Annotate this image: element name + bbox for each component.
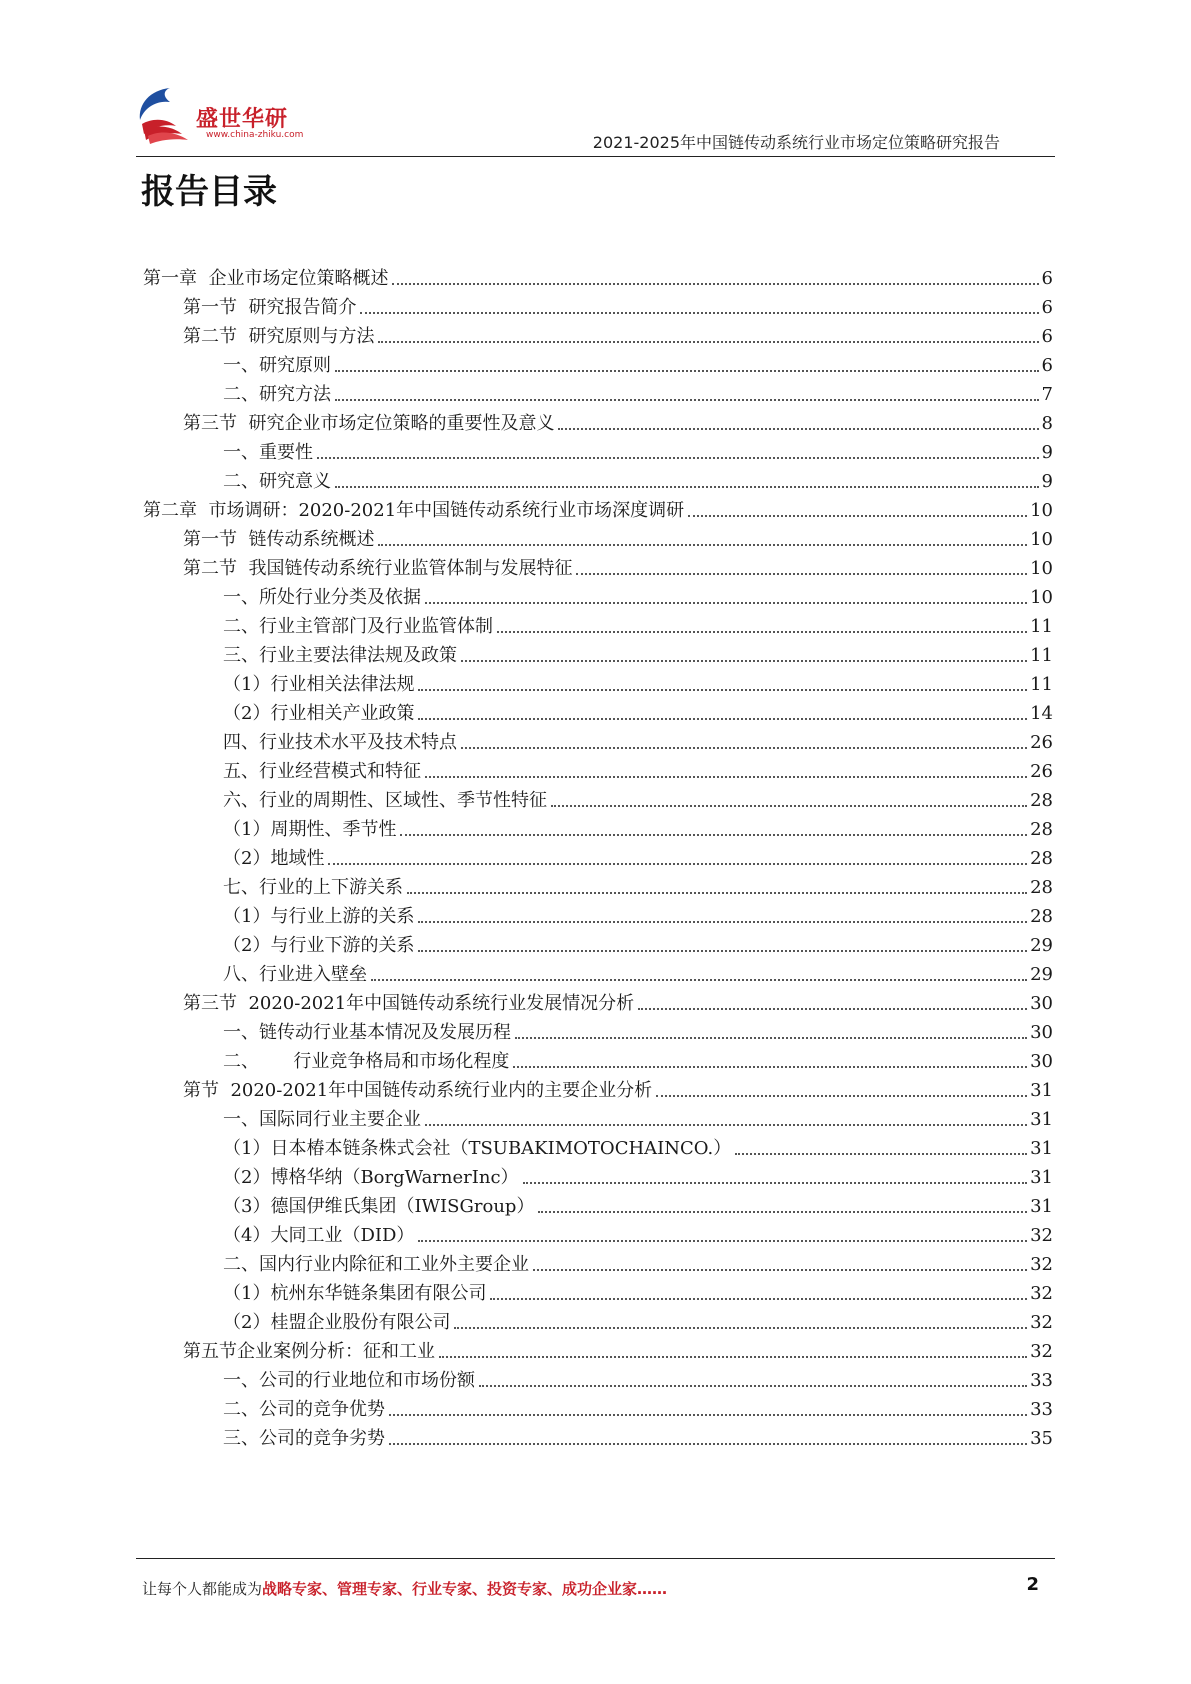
toc-entry[interactable] — [183, 521, 1053, 551]
toc-entry[interactable] — [223, 956, 1053, 986]
toc-entry-title: 一、所处行业分类及依据 — [223, 587, 421, 608]
toc-entry-page: 31 — [1030, 1138, 1053, 1159]
report-title: 2021-2025年中国链传动系统行业市场定位策略研究报告 — [592, 133, 1000, 152]
toc-entry-page: 11 — [1030, 645, 1053, 666]
toc-entry[interactable] — [223, 1246, 1053, 1276]
toc-entry-page: 32 — [1030, 1254, 1053, 1275]
toc-entry-title: 第三节 研究企业市场定位策略的重要性及意义 — [183, 413, 555, 434]
footer-slogan-highlight: 战略专家、管理专家、行业专家、投资专家、成功企业家…… — [262, 1580, 668, 1598]
toc-entry-page: 32 — [1030, 1283, 1053, 1304]
toc-entry-page: 30 — [1030, 1051, 1053, 1072]
toc-entry[interactable] — [143, 260, 1053, 290]
toc-leader-dots — [418, 921, 1027, 923]
toc-leader-dots — [335, 370, 1039, 372]
toc-entry-page: 30 — [1030, 1022, 1053, 1043]
toc-entry-page: 9 — [1041, 442, 1053, 463]
toc-leader-dots — [378, 341, 1038, 343]
toc-entry[interactable] — [223, 1362, 1053, 1392]
toc-entry-title: 第节 2020-2021年中国链传动系统行业内的主要企业分析 — [183, 1080, 653, 1101]
toc-entry-page: 29 — [1030, 935, 1053, 956]
toc-leader-dots — [638, 1008, 1027, 1010]
toc-leader-dots — [418, 1240, 1027, 1242]
toc-entry-title: 二、公司的竞争优势 — [223, 1399, 385, 1420]
toc-entry-title: 一、国际同行业主要企业 — [223, 1109, 421, 1130]
toc-entry[interactable] — [183, 318, 1053, 348]
toc-entry[interactable] — [223, 695, 1053, 725]
toc-leader-dots — [533, 1269, 1027, 1271]
toc-entry[interactable] — [223, 347, 1053, 377]
toc-entry[interactable] — [223, 1391, 1053, 1421]
toc-entry-title: （2）与行业下游的关系 — [223, 935, 415, 956]
toc-entry-title: 第三节 2020-2021年中国链传动系统行业发展情况分析 — [183, 993, 635, 1014]
logo-emblem-icon — [136, 84, 200, 146]
toc-entry-page: 11 — [1030, 616, 1053, 637]
toc-leader-dots — [378, 544, 1027, 546]
toc-entry-page: 6 — [1041, 326, 1053, 347]
toc-entry[interactable] — [223, 1130, 1053, 1160]
toc-entry-title: 二、国内行业内除征和工业外主要企业 — [223, 1254, 529, 1275]
toc-entry[interactable] — [223, 1159, 1053, 1189]
toc-entry[interactable] — [223, 927, 1053, 957]
toc-leader-dots — [418, 689, 1027, 691]
toc-leader-dots — [317, 457, 1039, 459]
toc-entry-title: 第二章 市场调研：2020-2021年中国链传动系统行业市场深度调研 — [143, 500, 685, 521]
toc-entry[interactable] — [223, 637, 1053, 667]
toc-leader-dots — [425, 602, 1027, 604]
toc-leader-dots — [538, 1211, 1027, 1213]
toc-entry-page: 6 — [1041, 268, 1053, 289]
toc-entry-page: 11 — [1030, 674, 1053, 695]
toc-entry[interactable] — [223, 1217, 1053, 1247]
toc-entry[interactable] — [223, 579, 1053, 609]
page-number: 2 — [1026, 1574, 1039, 1595]
toc-entry-title: 二、行业主管部门及行业监管体制 — [223, 616, 493, 637]
page-title: 报告目录 — [141, 172, 277, 212]
toc-entry-page: 28 — [1030, 906, 1053, 927]
toc-leader-dots — [425, 776, 1027, 778]
toc-entry-page: 6 — [1041, 355, 1053, 376]
toc-entry-page: 10 — [1030, 558, 1053, 579]
toc-entry-title: 第一节 研究报告简介 — [183, 297, 357, 318]
toc-entry-title: （1）周期性、季节性 — [223, 819, 397, 840]
toc-leader-dots — [418, 718, 1027, 720]
toc-entry[interactable] — [183, 289, 1053, 319]
toc-entry-page: 35 — [1030, 1428, 1053, 1449]
toc-entry[interactable] — [223, 666, 1053, 696]
toc-entry[interactable] — [223, 463, 1053, 493]
toc-leader-dots — [389, 1414, 1027, 1416]
toc-entry-page: 33 — [1030, 1370, 1053, 1391]
toc-entry-title: （1）日本椿本链条株式会社（TSUBAKIMOTOCHAINCO.） — [223, 1138, 732, 1159]
footer-slogan — [142, 1578, 667, 1599]
toc-entry-page: 31 — [1030, 1167, 1053, 1188]
toc-leader-dots — [461, 747, 1027, 749]
toc-entry-title: （1）行业相关法律法规 — [223, 674, 415, 695]
toc-entry-title: （3）德国伊维氏集团（IWISGroup） — [223, 1196, 535, 1217]
toc-entry[interactable] — [183, 405, 1053, 435]
toc-entry[interactable] — [223, 782, 1053, 812]
toc-entry-title: （1）杭州东华链条集团有限公司 — [223, 1283, 487, 1304]
toc-entry-title: 六、行业的周期性、区域性、季节性特征 — [223, 790, 547, 811]
toc-entry-page: 7 — [1041, 384, 1053, 405]
toc-leader-dots — [576, 573, 1027, 575]
toc-entry-title: 第五节企业案例分析：征和工业 — [183, 1341, 435, 1362]
company-logo — [136, 84, 311, 146]
toc-entry-page: 33 — [1030, 1399, 1053, 1420]
toc-entry-title: 一、公司的行业地位和市场份额 — [223, 1370, 475, 1391]
toc-leader-dots — [371, 979, 1027, 981]
toc-leader-dots — [439, 1356, 1027, 1358]
toc-entry-page: 31 — [1030, 1109, 1053, 1130]
toc-leader-dots — [335, 486, 1039, 488]
toc-entry[interactable] — [223, 1101, 1053, 1131]
toc-entry-page: 8 — [1041, 413, 1053, 434]
footer-divider — [136, 1558, 1055, 1559]
toc-entry[interactable] — [223, 434, 1053, 464]
toc-entry-title: （2）博格华纳（BorgWarnerInc） — [223, 1167, 519, 1188]
toc-entry-title: 二、研究意义 — [223, 471, 331, 492]
toc-entry-page: 29 — [1030, 964, 1053, 985]
toc-entry-page: 28 — [1030, 790, 1053, 811]
toc-entry[interactable] — [223, 376, 1053, 406]
toc-entry[interactable] — [223, 898, 1053, 928]
toc-leader-dots — [461, 660, 1027, 662]
toc-entry[interactable] — [223, 811, 1053, 841]
toc-entry-title: 第一章 企业市场定位策略概述 — [143, 268, 389, 289]
toc-entry-title: 二、 行业竞争格局和市场化程度 — [223, 1051, 510, 1072]
toc-leader-dots — [515, 1037, 1027, 1039]
footer-slogan-prefix: 让每个人都能成为 — [142, 1580, 263, 1598]
toc-entry[interactable] — [183, 550, 1053, 580]
toc-entry[interactable] — [143, 492, 1053, 522]
toc-entry[interactable] — [223, 869, 1053, 899]
toc-entry-title: 三、行业主要法律法规及政策 — [223, 645, 457, 666]
toc-entry-title: 一、研究原则 — [223, 355, 331, 376]
toc-entry-page: 10 — [1030, 529, 1053, 550]
toc-entry[interactable] — [223, 608, 1053, 638]
toc-leader-dots — [656, 1095, 1027, 1097]
toc-entry-page: 32 — [1030, 1312, 1053, 1333]
toc-entry-title: 第二节 研究原则与方法 — [183, 326, 375, 347]
toc-leader-dots — [418, 950, 1027, 952]
toc-entry-title: 五、行业经营模式和特征 — [223, 761, 421, 782]
toc-entry-page: 14 — [1030, 703, 1053, 724]
toc-entry-title: 第一节 链传动系统概述 — [183, 529, 375, 550]
toc-entry[interactable] — [223, 724, 1053, 754]
toc-entry-title: 一、链传动行业基本情况及发展历程 — [223, 1022, 511, 1043]
toc-entry-page: 32 — [1030, 1225, 1053, 1246]
toc-entry[interactable] — [223, 1014, 1053, 1044]
toc-entry-title: 八、行业进入壁垒 — [223, 964, 367, 985]
toc-leader-dots — [454, 1327, 1027, 1329]
toc-leader-dots — [392, 283, 1038, 285]
toc-entry-title: 三、公司的竞争劣势 — [223, 1428, 385, 1449]
toc-entry-title: （1）与行业上游的关系 — [223, 906, 415, 927]
toc-entry-title: （2）地域性 — [223, 848, 325, 869]
toc-entry[interactable] — [223, 1304, 1053, 1334]
toc-entry[interactable] — [223, 1275, 1053, 1305]
toc-entry[interactable] — [183, 1072, 1053, 1102]
toc-entry-page: 28 — [1030, 848, 1053, 869]
toc-entry-page: 31 — [1030, 1196, 1053, 1217]
toc-entry[interactable] — [223, 1043, 1053, 1073]
toc-leader-dots — [523, 1182, 1028, 1184]
toc-leader-dots — [497, 631, 1027, 633]
toc-entry-title: （2）行业相关产业政策 — [223, 703, 415, 724]
toc-entry[interactable] — [223, 840, 1053, 870]
toc-entry-title: 四、行业技术水平及技术特点 — [223, 732, 457, 753]
toc-entry[interactable] — [223, 1420, 1053, 1450]
toc-leader-dots — [425, 1124, 1027, 1126]
toc-leader-dots — [479, 1385, 1027, 1387]
toc-leader-dots — [558, 428, 1038, 430]
toc-entry-page: 28 — [1030, 877, 1053, 898]
toc-entry-page: 31 — [1030, 1080, 1053, 1101]
toc-entry-page: 26 — [1030, 761, 1053, 782]
toc-entry-page: 30 — [1030, 993, 1053, 1014]
header-divider — [136, 156, 1055, 157]
toc-entry[interactable] — [223, 753, 1053, 783]
toc-entry[interactable] — [183, 1333, 1053, 1363]
toc-entry-title: 一、重要性 — [223, 442, 313, 463]
toc-leader-dots — [335, 399, 1039, 401]
toc-entry-title: 七、行业的上下游关系 — [223, 877, 403, 898]
toc-entry-page: 26 — [1030, 732, 1053, 753]
toc-entry-title: 二、研究方法 — [223, 384, 331, 405]
toc-entry-title: （2）桂盟企业股份有限公司 — [223, 1312, 451, 1333]
toc-leader-dots — [360, 312, 1038, 314]
toc-leader-dots — [490, 1298, 1027, 1300]
toc-entry[interactable] — [183, 985, 1053, 1015]
toc-leader-dots — [551, 805, 1027, 807]
toc-entry-title: （4）大同工业（DID） — [223, 1225, 415, 1246]
toc-leader-dots — [389, 1443, 1027, 1445]
toc-leader-dots — [328, 863, 1027, 865]
toc-entry-page: 6 — [1041, 297, 1053, 318]
toc-entry-page: 28 — [1030, 819, 1053, 840]
toc-entry-page: 32 — [1030, 1341, 1053, 1362]
toc-entry-page: 10 — [1030, 587, 1053, 608]
logo-name: 盛世华研 — [196, 107, 289, 132]
toc-leader-dots — [735, 1153, 1027, 1155]
toc-entry-page: 9 — [1041, 471, 1053, 492]
toc-entry[interactable] — [223, 1188, 1053, 1218]
toc-leader-dots — [513, 1066, 1027, 1068]
toc-entry-page: 10 — [1030, 500, 1053, 521]
toc-leader-dots — [688, 515, 1027, 517]
logo-url: www.china-zhiku.com — [206, 130, 304, 140]
toc-leader-dots — [400, 834, 1027, 836]
toc-leader-dots — [407, 892, 1027, 894]
toc-entry-title: 第二节 我国链传动系统行业监管体制与发展特征 — [183, 558, 573, 579]
